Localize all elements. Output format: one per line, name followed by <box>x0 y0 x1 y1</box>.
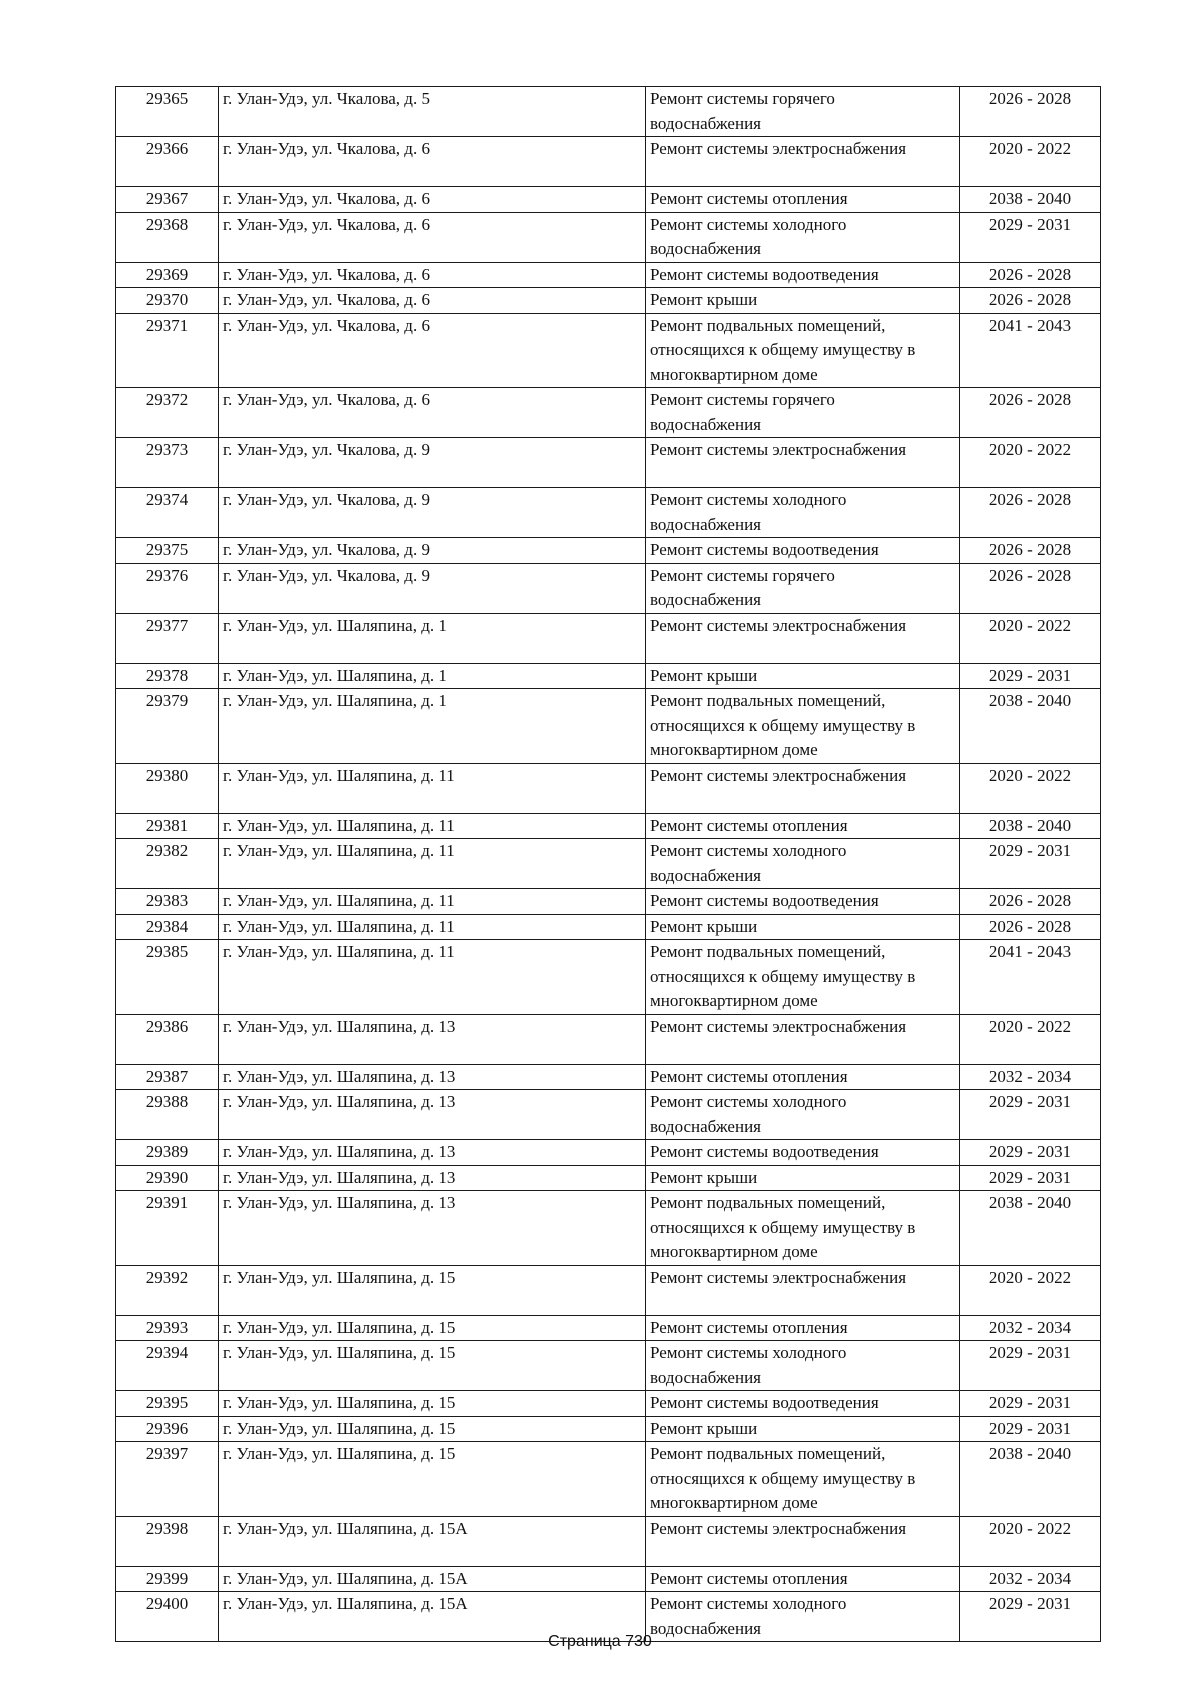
cell-period: 2020 - 2022 <box>960 438 1101 488</box>
cell-number: 29382 <box>116 839 219 889</box>
cell-work-type: Ремонт крыши <box>646 1165 960 1191</box>
cell-number: 29390 <box>116 1165 219 1191</box>
cell-period: 2029 - 2031 <box>960 663 1101 689</box>
table-row <box>116 1165 1101 1191</box>
table-row <box>116 1442 1101 1517</box>
cell-address: г. Улан-Удэ, ул. Шаляпина, д. 15 <box>219 1265 646 1315</box>
cell-period: 2020 - 2022 <box>960 137 1101 187</box>
cell-period: 2029 - 2031 <box>960 1341 1101 1391</box>
cell-period: 2020 - 2022 <box>960 763 1101 813</box>
table-row <box>116 388 1101 438</box>
table-row <box>116 1140 1101 1166</box>
cell-work-type: Ремонт системы электроснабжения <box>646 1516 960 1566</box>
cell-address: г. Улан-Удэ, ул. Шаляпина, д. 15 <box>219 1341 646 1391</box>
cell-number: 29388 <box>116 1090 219 1140</box>
cell-number: 29381 <box>116 813 219 839</box>
cell-number: 29370 <box>116 288 219 314</box>
table-row <box>116 613 1101 663</box>
cell-work-type: Ремонт системы холодного водоснабжения <box>646 212 960 262</box>
cell-period: 2026 - 2028 <box>960 262 1101 288</box>
cell-address: г. Улан-Удэ, ул. Шаляпина, д. 15А <box>219 1592 646 1642</box>
cell-period: 2020 - 2022 <box>960 613 1101 663</box>
cell-address: г. Улан-Удэ, ул. Чкалова, д. 9 <box>219 488 646 538</box>
cell-work-type: Ремонт подвальных помещений, относящихся к общему имуществу в многоквартирном доме <box>646 313 960 388</box>
cell-number: 29398 <box>116 1516 219 1566</box>
cell-work-type: Ремонт системы холодного водоснабжения <box>646 1592 960 1642</box>
cell-number: 29369 <box>116 262 219 288</box>
cell-period: 2026 - 2028 <box>960 538 1101 564</box>
cell-period: 2029 - 2031 <box>960 1165 1101 1191</box>
cell-period: 2026 - 2028 <box>960 488 1101 538</box>
table-row <box>116 1516 1101 1566</box>
cell-work-type: Ремонт системы отопления <box>646 1064 960 1090</box>
cell-address: г. Улан-Удэ, ул. Чкалова, д. 6 <box>219 388 646 438</box>
cell-period: 2038 - 2040 <box>960 1442 1101 1517</box>
cell-period: 2041 - 2043 <box>960 940 1101 1015</box>
cell-address: г. Улан-Удэ, ул. Шаляпина, д. 13 <box>219 1064 646 1090</box>
table-row <box>116 1416 1101 1442</box>
cell-address: г. Улан-Удэ, ул. Шаляпина, д. 13 <box>219 1165 646 1191</box>
cell-work-type: Ремонт системы отопления <box>646 187 960 213</box>
cell-address: г. Улан-Удэ, ул. Шаляпина, д. 11 <box>219 940 646 1015</box>
cell-number: 29387 <box>116 1064 219 1090</box>
cell-address: г. Улан-Удэ, ул. Шаляпина, д. 11 <box>219 763 646 813</box>
cell-number: 29393 <box>116 1315 219 1341</box>
cell-address: г. Улан-Удэ, ул. Чкалова, д. 9 <box>219 438 646 488</box>
cell-number: 29379 <box>116 689 219 764</box>
cell-number: 29372 <box>116 388 219 438</box>
cell-address: г. Улан-Удэ, ул. Чкалова, д. 6 <box>219 313 646 388</box>
cell-period: 2038 - 2040 <box>960 689 1101 764</box>
cell-work-type: Ремонт системы водоотведения <box>646 1140 960 1166</box>
cell-period: 2032 - 2034 <box>960 1566 1101 1592</box>
cell-number: 29384 <box>116 914 219 940</box>
cell-period: 2029 - 2031 <box>960 1391 1101 1417</box>
cell-number: 29391 <box>116 1191 219 1266</box>
cell-address: г. Улан-Удэ, ул. Шаляпина, д. 11 <box>219 813 646 839</box>
cell-work-type: Ремонт системы отопления <box>646 813 960 839</box>
cell-address: г. Улан-Удэ, ул. Чкалова, д. 6 <box>219 262 646 288</box>
cell-address: г. Улан-Удэ, ул. Шаляпина, д. 1 <box>219 663 646 689</box>
cell-work-type: Ремонт системы электроснабжения <box>646 1265 960 1315</box>
cell-number: 29378 <box>116 663 219 689</box>
cell-number: 29371 <box>116 313 219 388</box>
cell-work-type: Ремонт системы холодного водоснабжения <box>646 839 960 889</box>
page-number: Страница 730 <box>548 1633 652 1650</box>
cell-address: г. Улан-Удэ, ул. Чкалова, д. 6 <box>219 212 646 262</box>
cell-period: 2032 - 2034 <box>960 1315 1101 1341</box>
cell-number: 29373 <box>116 438 219 488</box>
cell-work-type: Ремонт системы электроснабжения <box>646 613 960 663</box>
cell-number: 29395 <box>116 1391 219 1417</box>
cell-address: г. Улан-Удэ, ул. Шаляпина, д. 11 <box>219 839 646 889</box>
table-row <box>116 1315 1101 1341</box>
table-row <box>116 940 1101 1015</box>
cell-number: 29389 <box>116 1140 219 1166</box>
cell-work-type: Ремонт системы электроснабжения <box>646 1014 960 1064</box>
cell-period: 2026 - 2028 <box>960 288 1101 314</box>
cell-number: 29386 <box>116 1014 219 1064</box>
cell-address: г. Улан-Удэ, ул. Шаляпина, д. 13 <box>219 1090 646 1140</box>
cell-address: г. Улан-Удэ, ул. Шаляпина, д. 15 <box>219 1442 646 1517</box>
cell-address: г. Улан-Удэ, ул. Чкалова, д. 6 <box>219 288 646 314</box>
cell-address: г. Улан-Удэ, ул. Шаляпина, д. 13 <box>219 1140 646 1166</box>
table-row <box>116 1014 1101 1064</box>
cell-work-type: Ремонт подвальных помещений, относящихся к общему имуществу в многоквартирном доме <box>646 1442 960 1517</box>
cell-address: г. Улан-Удэ, ул. Чкалова, д. 9 <box>219 538 646 564</box>
cell-work-type: Ремонт системы отопления <box>646 1315 960 1341</box>
cell-address: г. Улан-Удэ, ул. Чкалова, д. 5 <box>219 87 646 137</box>
cell-number: 29380 <box>116 763 219 813</box>
table-row <box>116 889 1101 915</box>
cell-period: 2041 - 2043 <box>960 313 1101 388</box>
cell-address: г. Улан-Удэ, ул. Шаляпина, д. 15А <box>219 1566 646 1592</box>
cell-number: 29374 <box>116 488 219 538</box>
cell-address: г. Улан-Удэ, ул. Шаляпина, д. 11 <box>219 889 646 915</box>
cell-period: 2020 - 2022 <box>960 1014 1101 1064</box>
cell-period: 2029 - 2031 <box>960 1140 1101 1166</box>
table-row <box>116 87 1101 137</box>
cell-period: 2026 - 2028 <box>960 563 1101 613</box>
table-row <box>116 1064 1101 1090</box>
cell-work-type: Ремонт системы электроснабжения <box>646 137 960 187</box>
cell-address: г. Улан-Удэ, ул. Шаляпина, д. 15 <box>219 1315 646 1341</box>
cell-number: 29376 <box>116 563 219 613</box>
cell-number: 29377 <box>116 613 219 663</box>
cell-address: г. Улан-Удэ, ул. Шаляпина, д. 1 <box>219 613 646 663</box>
cell-work-type: Ремонт крыши <box>646 914 960 940</box>
cell-work-type: Ремонт подвальных помещений, относящихся к общему имуществу в многоквартирном доме <box>646 1191 960 1266</box>
cell-number: 29366 <box>116 137 219 187</box>
cell-number: 29368 <box>116 212 219 262</box>
cell-period: 2026 - 2028 <box>960 87 1101 137</box>
cell-number: 29392 <box>116 1265 219 1315</box>
table-row <box>116 689 1101 764</box>
cell-work-type: Ремонт крыши <box>646 1416 960 1442</box>
cell-work-type: Ремонт системы горячего водоснабжения <box>646 87 960 137</box>
cell-work-type: Ремонт системы электроснабжения <box>646 763 960 813</box>
cell-work-type: Ремонт системы водоотведения <box>646 262 960 288</box>
table-row <box>116 488 1101 538</box>
cell-period: 2038 - 2040 <box>960 187 1101 213</box>
table-row <box>116 1090 1101 1140</box>
cell-work-type: Ремонт системы холодного водоснабжения <box>646 488 960 538</box>
cell-work-type: Ремонт крыши <box>646 288 960 314</box>
table-row <box>116 1191 1101 1266</box>
cell-address: г. Улан-Удэ, ул. Шаляпина, д. 13 <box>219 1014 646 1064</box>
table-row <box>116 813 1101 839</box>
table-row <box>116 663 1101 689</box>
table-row <box>116 1391 1101 1417</box>
cell-number: 29394 <box>116 1341 219 1391</box>
cell-period: 2032 - 2034 <box>960 1064 1101 1090</box>
table-row <box>116 538 1101 564</box>
cell-address: г. Улан-Удэ, ул. Шаляпина, д. 15 <box>219 1391 646 1417</box>
cell-period: 2029 - 2031 <box>960 839 1101 889</box>
cell-number: 29383 <box>116 889 219 915</box>
cell-period: 2038 - 2040 <box>960 813 1101 839</box>
cell-address: г. Улан-Удэ, ул. Шаляпина, д. 15 <box>219 1416 646 1442</box>
cell-period: 2029 - 2031 <box>960 1592 1101 1642</box>
cell-work-type: Ремонт подвальных помещений, относящихся к общему имуществу в многоквартирном доме <box>646 940 960 1015</box>
table-row <box>116 1566 1101 1592</box>
cell-period: 2029 - 2031 <box>960 1090 1101 1140</box>
cell-number: 29397 <box>116 1442 219 1517</box>
table-row <box>116 288 1101 314</box>
cell-address: г. Улан-Удэ, ул. Шаляпина, д. 1 <box>219 689 646 764</box>
cell-address: г. Улан-Удэ, ул. Шаляпина, д. 15А <box>219 1516 646 1566</box>
table-row <box>116 187 1101 213</box>
cell-number: 29365 <box>116 87 219 137</box>
cell-work-type: Ремонт системы электроснабжения <box>646 438 960 488</box>
cell-period: 2038 - 2040 <box>960 1191 1101 1266</box>
table-row <box>116 1341 1101 1391</box>
table-body <box>116 87 1101 1642</box>
cell-work-type: Ремонт системы горячего водоснабжения <box>646 388 960 438</box>
cell-address: г. Улан-Удэ, ул. Чкалова, д. 6 <box>219 187 646 213</box>
cell-work-type: Ремонт подвальных помещений, относящихся к общему имуществу в многоквартирном доме <box>646 689 960 764</box>
cell-address: г. Улан-Удэ, ул. Чкалова, д. 9 <box>219 563 646 613</box>
cell-period: 2026 - 2028 <box>960 889 1101 915</box>
table-row <box>116 563 1101 613</box>
cell-number: 29375 <box>116 538 219 564</box>
cell-work-type: Ремонт крыши <box>646 663 960 689</box>
cell-work-type: Ремонт системы водоотведения <box>646 1391 960 1417</box>
cell-period: 2026 - 2028 <box>960 388 1101 438</box>
cell-work-type: Ремонт системы горячего водоснабжения <box>646 563 960 613</box>
cell-number: 29399 <box>116 1566 219 1592</box>
table-row <box>116 262 1101 288</box>
cell-period: 2026 - 2028 <box>960 914 1101 940</box>
cell-address: г. Улан-Удэ, ул. Шаляпина, д. 13 <box>219 1191 646 1266</box>
cell-number: 29385 <box>116 940 219 1015</box>
cell-period: 2029 - 2031 <box>960 212 1101 262</box>
cell-period: 2020 - 2022 <box>960 1265 1101 1315</box>
table-row <box>116 763 1101 813</box>
cell-work-type: Ремонт системы водоотведения <box>646 889 960 915</box>
cell-period: 2020 - 2022 <box>960 1516 1101 1566</box>
cell-work-type: Ремонт системы отопления <box>646 1566 960 1592</box>
repair-schedule-table <box>115 86 1101 1642</box>
table-row <box>116 212 1101 262</box>
cell-address: г. Улан-Удэ, ул. Шаляпина, д. 11 <box>219 914 646 940</box>
cell-number: 29367 <box>116 187 219 213</box>
table-row <box>116 839 1101 889</box>
table-row <box>116 914 1101 940</box>
table-row <box>116 313 1101 388</box>
cell-work-type: Ремонт системы холодного водоснабжения <box>646 1341 960 1391</box>
table-row <box>116 137 1101 187</box>
cell-address: г. Улан-Удэ, ул. Чкалова, д. 6 <box>219 137 646 187</box>
cell-work-type: Ремонт системы водоотведения <box>646 538 960 564</box>
table-row <box>116 438 1101 488</box>
table-row <box>116 1265 1101 1315</box>
cell-period: 2029 - 2031 <box>960 1416 1101 1442</box>
cell-number: 29396 <box>116 1416 219 1442</box>
cell-work-type: Ремонт системы холодного водоснабжения <box>646 1090 960 1140</box>
cell-number: 29400 <box>116 1592 219 1642</box>
